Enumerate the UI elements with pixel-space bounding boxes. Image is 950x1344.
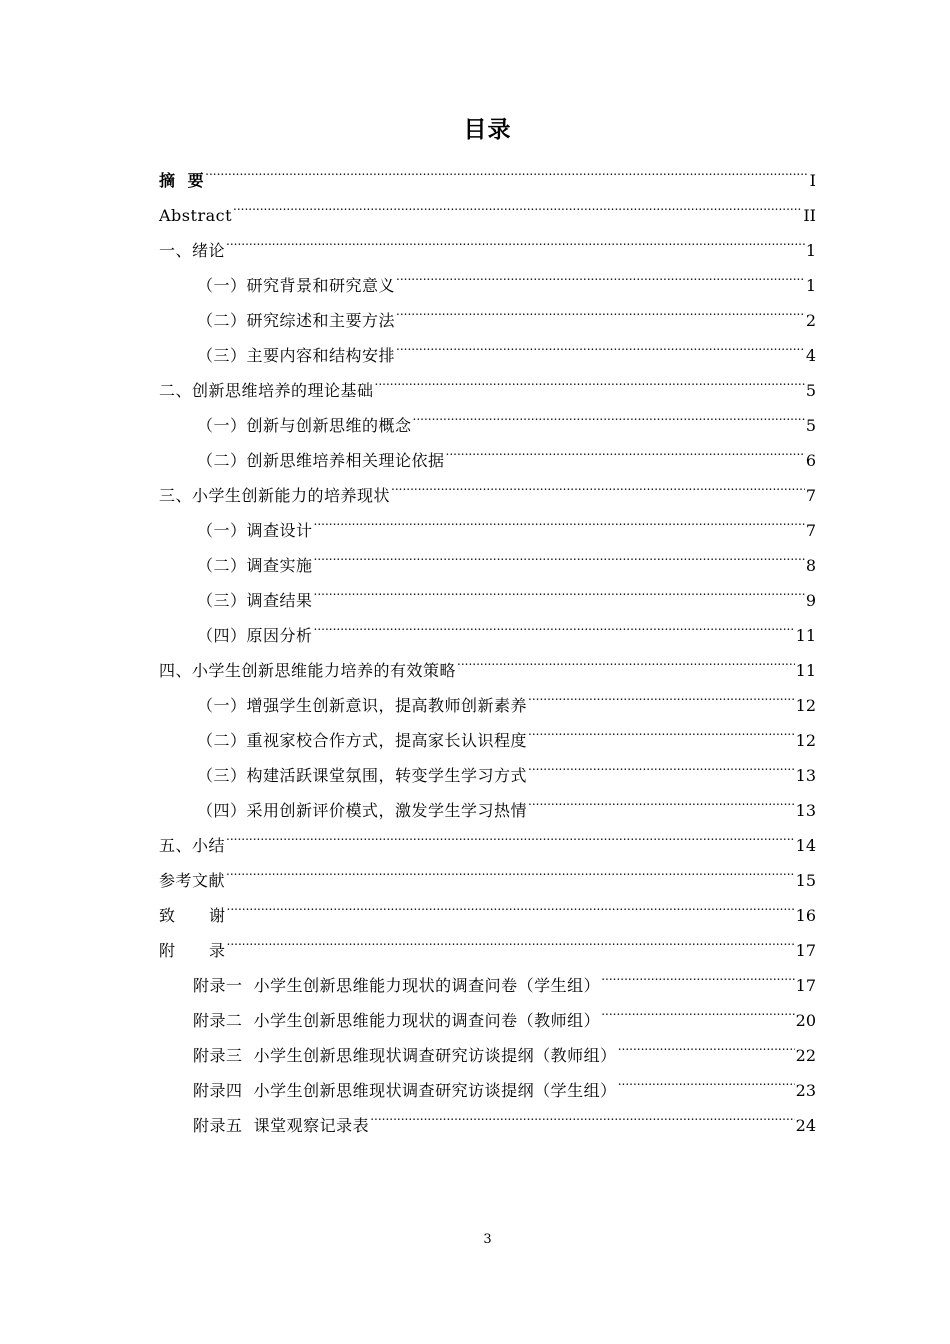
toc-dot-leader <box>314 571 805 606</box>
toc-entry-page: 20 <box>795 1011 816 1030</box>
toc-dot-leader <box>233 186 802 221</box>
toc-entry-page: II <box>803 206 816 225</box>
toc-entry[interactable] <box>159 886 816 925</box>
toc-entry-label: 一、绪论 <box>159 241 226 260</box>
toc-dot-leader <box>314 536 805 571</box>
toc-entry-page: 1 <box>805 276 816 295</box>
toc-entry-page: 17 <box>795 941 816 960</box>
toc-entry-label: （一）增强学生创新意识，提高教师创新素养 <box>197 696 528 715</box>
toc-dot-leader <box>528 746 795 781</box>
toc-dot-leader <box>314 606 795 641</box>
toc-entry-page: 11 <box>795 626 816 645</box>
toc-entry-page: 22 <box>795 1046 816 1065</box>
toc-dot-leader <box>446 431 805 466</box>
toc-dot-leader <box>375 361 805 396</box>
toc-dot-leader <box>457 641 795 676</box>
toc-entry-page: 13 <box>795 766 816 785</box>
toc-dot-leader <box>413 396 805 431</box>
toc-dot-leader <box>226 221 805 256</box>
toc-entry-label: （二）重视家校合作方式，提高家长认识程度 <box>197 731 528 750</box>
toc-entry-label: 附录三 小学生创新思维现状调查研究访谈提纲（教师组） <box>193 1046 617 1065</box>
toc-entry-page: 5 <box>805 416 816 435</box>
toc-entry-page: 8 <box>805 556 816 575</box>
toc-dot-leader <box>528 781 795 816</box>
toc-entry-label: 附录五 课堂观察记录表 <box>193 1116 370 1135</box>
toc-title: 目录 <box>463 117 512 143</box>
toc-entry-page: 23 <box>795 1081 816 1100</box>
toc-entry-label: 摘 要 <box>159 171 205 190</box>
toc-entry[interactable] <box>159 221 816 260</box>
toc-entry-label: 四、小学生创新思维能力培养的有效策略 <box>159 661 457 680</box>
toc-entry[interactable] <box>159 151 816 190</box>
toc-dot-leader <box>528 676 795 711</box>
toc-entry-label: Abstract <box>159 206 233 225</box>
toc-entry-page: 7 <box>805 521 816 540</box>
toc-entry-label: （一）调查设计 <box>197 521 313 540</box>
toc-entry-page: 15 <box>795 871 816 890</box>
toc-dot-leader <box>601 991 794 1026</box>
toc-entry-page: 5 <box>805 381 816 400</box>
toc-entry-label: （一）研究背景和研究意义 <box>197 276 396 295</box>
toc-entry-label: （三）构建活跃课堂氛围，转变学生学习方式 <box>197 766 528 785</box>
toc-entry[interactable] <box>159 256 816 295</box>
toc-entry-page: 2 <box>805 311 816 330</box>
toc-dot-leader <box>370 1096 794 1131</box>
toc-entry-page: 4 <box>805 346 816 365</box>
toc-entry-label: （二）创新思维培养相关理论依据 <box>197 451 445 470</box>
page-number: 3 <box>483 1232 492 1247</box>
toc-entry-page: 12 <box>795 696 816 715</box>
toc-entry-page: 9 <box>805 591 816 610</box>
toc-dot-leader <box>396 326 805 361</box>
toc-entry-label: 致 谢 <box>159 906 226 925</box>
toc-dot-leader <box>226 816 795 851</box>
toc-dot-leader <box>391 466 805 501</box>
toc-entry[interactable] <box>159 816 816 855</box>
toc-entry[interactable] <box>159 186 816 225</box>
toc-entry-page: 13 <box>795 801 816 820</box>
toc-dot-leader <box>396 291 805 326</box>
toc-dot-leader <box>205 151 809 186</box>
toc-entry-page: I <box>809 171 816 190</box>
toc-entry-label: 二、创新思维培养的理论基础 <box>159 381 374 400</box>
toc-entry[interactable] <box>159 956 816 995</box>
toc-entry-page: 1 <box>805 241 816 260</box>
toc-dot-leader <box>618 1026 795 1061</box>
toc-dot-leader <box>528 711 795 746</box>
toc-entry[interactable] <box>159 921 816 960</box>
toc-entry-label: （二）调查实施 <box>197 556 313 575</box>
toc-entry-label: 附录二 小学生创新思维能力现状的调查问卷（教师组） <box>193 1011 601 1030</box>
toc-entry-page: 17 <box>795 976 816 995</box>
toc-dot-leader <box>396 256 805 291</box>
toc-dot-leader <box>618 1061 795 1096</box>
toc-entry-label: （四）采用创新评价模式，激发学生学习热情 <box>197 801 528 820</box>
toc-entry-label: 三、小学生创新能力的培养现状 <box>159 486 391 505</box>
toc-entry-page: 12 <box>795 731 816 750</box>
toc-entry-label: 附 录 <box>159 941 226 960</box>
toc-dot-leader <box>227 921 795 956</box>
toc-entry-page: 6 <box>805 451 816 470</box>
toc-entry-page: 14 <box>795 836 816 855</box>
toc-entry-label: （二）研究综述和主要方法 <box>197 311 396 330</box>
toc-entry-label: （四）原因分析 <box>197 626 313 645</box>
toc-dot-leader <box>314 501 805 536</box>
table-of-contents <box>159 151 816 1135</box>
toc-dot-leader <box>601 956 794 991</box>
toc-entry[interactable] <box>159 851 816 890</box>
toc-entry-page: 11 <box>795 661 816 680</box>
toc-dot-leader <box>226 851 795 886</box>
toc-entry-page: 7 <box>805 486 816 505</box>
toc-entry-label: （三）主要内容和结构安排 <box>197 346 396 365</box>
toc-entry-label: （三）调查结果 <box>197 591 313 610</box>
toc-entry-label: 参考文献 <box>159 871 226 890</box>
toc-entry-label: （一）创新与创新思维的概念 <box>197 416 412 435</box>
toc-dot-leader <box>227 886 795 921</box>
toc-entry-label: 五、小结 <box>159 836 226 855</box>
toc-entry-page: 24 <box>795 1116 816 1135</box>
toc-entry-label: 附录一 小学生创新思维能力现状的调查问卷（学生组） <box>193 976 601 995</box>
toc-entry-page: 16 <box>795 906 816 925</box>
toc-entry-label: 附录四 小学生创新思维现状调查研究访谈提纲（学生组） <box>193 1081 617 1100</box>
